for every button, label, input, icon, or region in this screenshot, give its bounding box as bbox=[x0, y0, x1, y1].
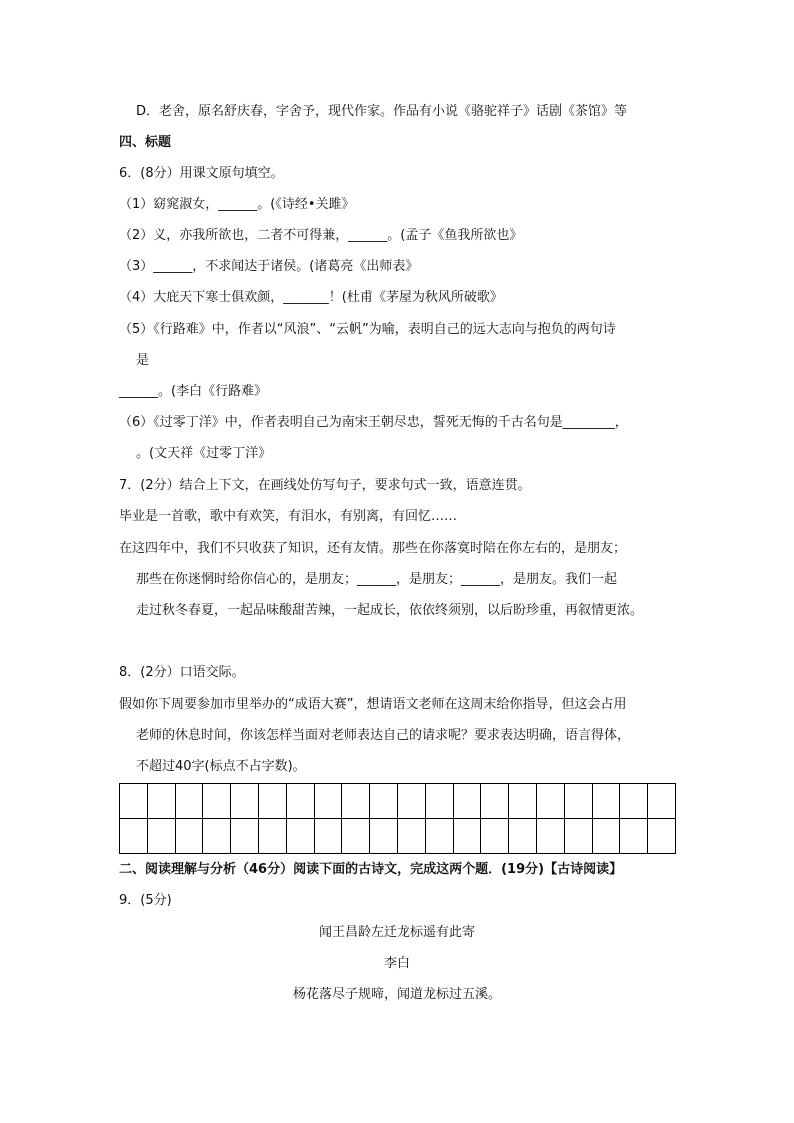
question-7-heading: 7．(2分）结合上下文，在画线处仿写句子，要求句式一致，语意连贯。 bbox=[119, 478, 531, 493]
q6-item-5-line3: ______。(李白《行路难》 bbox=[119, 384, 268, 399]
q6-item-4: （4）大庇天下寒士俱欢颜，_______！(杜甫《茅屋为秋风所破歌》 bbox=[119, 290, 503, 305]
q8-paragraph-line2: 老师的休息时间，你该怎样当面对老师表达自己的请求呢？要求表达明确，语言得体， bbox=[136, 728, 631, 743]
q6-item-1: （1）窈窕淑女，______。(《诗经•关雎》 bbox=[119, 197, 355, 212]
poem-title: 闻王昌龄左迁龙标遥有此寄 bbox=[318, 925, 475, 940]
question-8-heading: 8．(2分）口语交际。 bbox=[119, 665, 245, 680]
section-4-title: 四、标题 bbox=[119, 135, 172, 150]
poem-line-1: 杨花落尽子规啼，闻道龙标过五溪。 bbox=[292, 987, 501, 1002]
q6-item-5-line2: 是 bbox=[136, 353, 150, 368]
q7-paragraph-2-line2: 那些在你迷惘时给你信心的，是朋友；______，是朋友；______，是朋友。我们一起 bbox=[136, 572, 618, 587]
q6-item-3: （3）______，不求闻达于诸侯。(诸葛亮《出师表》 bbox=[119, 259, 419, 274]
answer-grid-row bbox=[120, 819, 676, 854]
section-2-title: 二、阅读理解与分析（46分）阅读下面的古诗文，完成这两个题．(19分)【古诗阅读】 bbox=[119, 862, 623, 877]
q7-paragraph-2-line3: 走过秋冬春夏，一起品味酸甜苦辣，一起成长，依依终须别，以后盼珍重，再叙情更浓。 bbox=[136, 603, 644, 618]
q6-item-2: （2）义，亦我所欲也，二者不可得兼，______。(孟子《鱼我所欲也》 bbox=[119, 228, 523, 243]
q6-item-5-line1: （5）《行路难》中，作者以“风浪”、“云帆”为喻，表明自己的远大志向与抱负的两句诗 bbox=[119, 322, 616, 337]
q6-item-6-line2: 。(文天祥《过零丁洋》 bbox=[136, 446, 272, 461]
q8-paragraph-line3: 不超过40字(标点不占字数)。 bbox=[136, 759, 306, 774]
answer-grid bbox=[119, 783, 676, 854]
question-6-heading: 6．(8分）用课文原句填空。 bbox=[119, 166, 284, 181]
q7-paragraph-1: 毕业是一首歌，歌中有欢笑，有泪水，有别离，有回忆…… bbox=[119, 509, 458, 524]
q7-paragraph-2-line1: 在这四年中，我们不只收获了知识，还有友情。那些在你落寞时陪在你左右的，是朋友； bbox=[119, 541, 627, 556]
option-d: D．老舍，原名舒庆春，字舍予，现代作家。作品有小说《骆驼祥子》话剧《茶馆》等 bbox=[136, 104, 628, 119]
q6-item-6-line1: （6）《过零丁洋》中，作者表明自己为南宋王朝尽忠，誓死无悔的千古名句是________， bbox=[119, 415, 628, 430]
question-9-heading: 9．(5分) bbox=[119, 893, 172, 908]
q8-paragraph-line1: 假如你下周要参加市里举办的“成语大赛”，想请语文老师在这周末给你指导，但这会占用 bbox=[119, 697, 627, 712]
poem-author: 李白 bbox=[383, 956, 410, 971]
answer-grid-row bbox=[120, 784, 676, 819]
